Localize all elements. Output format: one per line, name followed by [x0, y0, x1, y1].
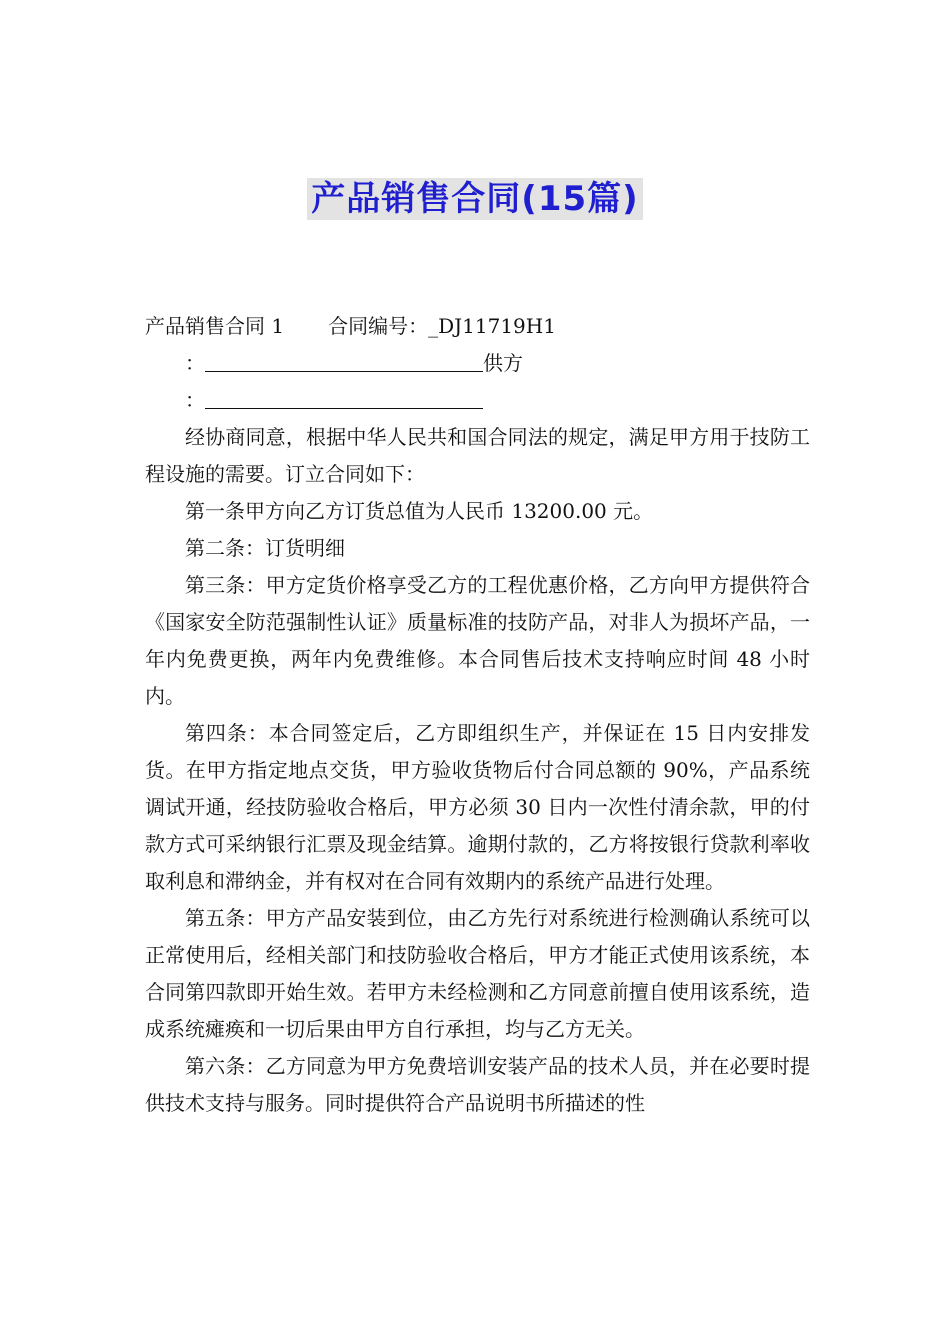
blank-underline-1	[205, 349, 483, 372]
contract-name: 产品销售合同 1	[145, 314, 285, 338]
paragraph-intro: 经协商同意，根据中华人民共和国合同法的规定，满足甲方用于技防工程设施的需要。订立合同如下：	[145, 425, 810, 486]
contract-number: 合同编号：_DJ11719H1	[328, 314, 556, 338]
paragraph-article-6: 第六条：乙方同意为甲方免费培训安装产品的技术人员，并在必要时提供技术支持与服务。同时提供符合产品说明书所描述的性	[145, 1054, 810, 1115]
document-body	[145, 308, 810, 1122]
paragraph-article-1: 第一条甲方向乙方订货总值为人民币 13200.00 元。	[185, 499, 654, 523]
party-line-2	[145, 382, 810, 419]
paragraph-article-2: 第二条：订货明细	[185, 536, 345, 560]
paragraph-article-5: 第五条：甲方产品安装到位，由乙方先行对系统进行检测确认系统可以正常使用后，经相关部门和技防验收合格后，甲方才能正式使用该系统，本合同第四款即开始生效。若甲方未经检测和乙方同意前擅自使用该系统，造成系统瘫痪和一切后果由甲方自行承担，均与乙方无关。	[145, 906, 810, 1041]
paragraph-article-3: 第三条：甲方定货价格享受乙方的工程优惠价格，乙方向甲方提供符合《国家安全防范强制性认证》质量标准的技防产品，对非人为损坏产品，一年内免费更换，两年内免费维修。本合同售后技术支持响应时间 48 小时内。	[145, 573, 810, 708]
paragraph-article-4: 第四条：本合同签定后，乙方即组织生产，并保证在 15 日内安排发货。在甲方指定地点交货，甲方验收货物后付合同总额的 90%，产品系统调试开通，经技防验收合格后，甲方必须 30 日内一次性付清余款，甲的付款方式可采纳银行汇票及现金结算。逾期付款的，乙方将按银行贷款利率收取利息和滞纳金，并有权对在合同有效期内的系统产品进行处理。	[145, 721, 810, 893]
title-container	[0, 178, 950, 220]
blank-underline-2	[205, 386, 483, 409]
document-title: 产品销售合同(15篇)	[307, 178, 642, 220]
header-line	[145, 308, 810, 345]
party-colon-1: ：	[185, 351, 205, 375]
supplier-label: 供方	[483, 351, 523, 375]
party-line-1	[145, 345, 810, 382]
party-colon-2: ：	[185, 388, 205, 412]
